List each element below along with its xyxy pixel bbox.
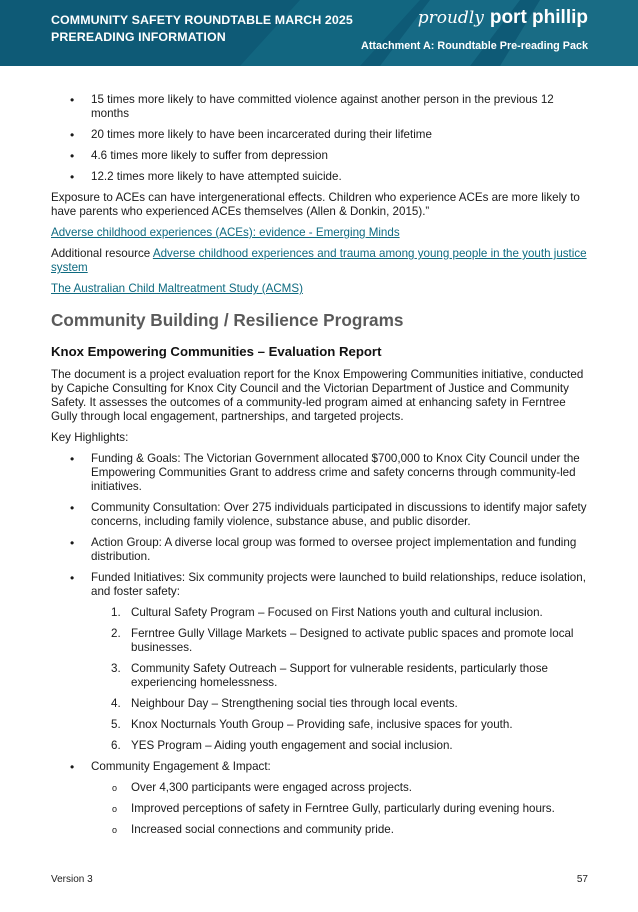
item-desc: – Designed to activate public spaces and promote local businesses. bbox=[131, 627, 574, 654]
list-item: • Community Consultation: Over 275 individuals participated in discussions to identify major safety concerns, including family violence, substance abuse, and public disorder. bbox=[51, 501, 591, 529]
logo-script-text: proudly bbox=[417, 8, 484, 28]
engagement-list bbox=[51, 760, 591, 774]
additional-resource-paragraph bbox=[51, 247, 591, 275]
list-item bbox=[51, 697, 591, 711]
exposure-paragraph: Exposure to ACEs can have intergenerational effects. Children who experience ACEs are more likely to have parents who experienced ACEs themselves (Allen & Donkin, 2015).” bbox=[51, 191, 580, 218]
item-desc: – Focused on First Nations youth and cultural inclusion. bbox=[254, 606, 543, 619]
impact-list bbox=[51, 781, 591, 837]
report-description: The document is a project evaluation report for the Knox Empowering Communities initiative, conducted by Capiche Consulting for Knox City Council and the Victorian Department of Justice and Community Safety. It assesses the outcomes of a community-led program aimed at enhancing safety in Ferntree Gully through local engagement, partnerships, and targeted projects. bbox=[51, 368, 584, 423]
key-highlights-label: Key Highlights: bbox=[51, 431, 129, 444]
item-desc: – Strengthening social ties through local events. bbox=[208, 697, 458, 710]
highlights-list bbox=[51, 452, 591, 599]
list-item: • Action Group: A diverse local group was formed to oversee project implementation and funding distribution. bbox=[51, 536, 591, 564]
list-item: • 15 times more likely to have committed violence against another person in the previous 12 months bbox=[51, 93, 591, 121]
list-item: o Over 4,300 participants were engaged across projects. bbox=[51, 781, 591, 795]
item-number: 2. bbox=[111, 627, 121, 640]
list-item: • Community Engagement & Impact: bbox=[51, 760, 591, 774]
item-desc: – Providing safe, inclusive spaces for youth. bbox=[283, 718, 513, 731]
item-name: Cultural Safety Program bbox=[131, 606, 255, 619]
item-name: Ferntree Gully Village Markets bbox=[131, 627, 287, 640]
item-number: 4. bbox=[111, 697, 121, 710]
item-number: 3. bbox=[111, 662, 121, 675]
item-number: 6. bbox=[111, 739, 121, 752]
emerging-minds-link[interactable]: Adverse childhood experiences (ACEs): evidence - Emerging Minds bbox=[51, 226, 400, 239]
list-item: • 4.6 times more likely to suffer from depression bbox=[51, 149, 591, 163]
section-heading: Community Building / Resilience Programs bbox=[51, 310, 404, 330]
additional-resource-label: Additional resource bbox=[51, 247, 153, 260]
logo-bold-text: port phillip bbox=[489, 7, 588, 28]
page-content bbox=[51, 93, 591, 844]
header-title-line2: PREREADING INFORMATION bbox=[51, 30, 226, 44]
port-phillip-logo bbox=[418, 7, 588, 29]
item-name: Neighbour Day bbox=[131, 697, 209, 710]
header-title bbox=[51, 12, 353, 46]
list-item: • 12.2 times more likely to have attempted suicide. bbox=[51, 170, 591, 184]
page-header bbox=[0, 0, 638, 66]
footer-page-number: 57 bbox=[576, 874, 588, 885]
link-paragraph bbox=[51, 226, 591, 240]
list-item bbox=[51, 606, 591, 620]
header-title-line1: COMMUNITY SAFETY ROUNDTABLE MARCH 2025 bbox=[51, 13, 353, 27]
list-item: o Improved perceptions of safety in Ferntree Gully, particularly during evening hours. bbox=[51, 802, 591, 816]
item-name: YES Program bbox=[131, 739, 202, 752]
item-desc: – Support for vulnerable residents, particularly those experiencing homelessness. bbox=[131, 662, 548, 689]
acms-link[interactable]: The Australian Child Maltreatment Study (ACMS) bbox=[51, 282, 303, 295]
list-item: • Funding & Goals: The Victorian Government allocated $700,000 to Knox City Council under the Empowering Communities Grant to address crime and safety concerns through community-led initiatives. bbox=[51, 452, 591, 494]
item-number: 1. bbox=[111, 606, 121, 619]
list-item: • 20 times more likely to have been incarcerated during their lifetime bbox=[51, 128, 591, 142]
header-subtitle: Attachment A: Roundtable Pre-reading Pack bbox=[361, 40, 588, 52]
item-desc: – Aiding youth engagement and social inclusion. bbox=[201, 739, 453, 752]
ace-statistics-list bbox=[51, 93, 591, 184]
list-item: • Funded Initiatives: Six community projects were launched to build relationships, reduce isolation, and foster safety: bbox=[51, 571, 591, 599]
youth-justice-link[interactable]: Adverse childhood experiences and trauma among young people in the youth justice system bbox=[51, 247, 587, 274]
initiatives-list bbox=[51, 606, 591, 753]
list-item bbox=[51, 739, 591, 753]
list-item bbox=[51, 662, 591, 690]
list-item bbox=[51, 627, 591, 655]
footer-version: Version 3 bbox=[51, 874, 93, 885]
report-subheading: Knox Empowering Communities – Evaluation Report bbox=[51, 344, 382, 359]
item-name: Community Safety Outreach bbox=[131, 662, 277, 675]
list-item bbox=[51, 718, 591, 732]
item-name: Knox Nocturnals Youth Group bbox=[131, 718, 284, 731]
item-number: 5. bbox=[111, 718, 121, 731]
list-item: o Increased social connections and community pride. bbox=[51, 823, 591, 837]
link-paragraph bbox=[51, 282, 591, 296]
